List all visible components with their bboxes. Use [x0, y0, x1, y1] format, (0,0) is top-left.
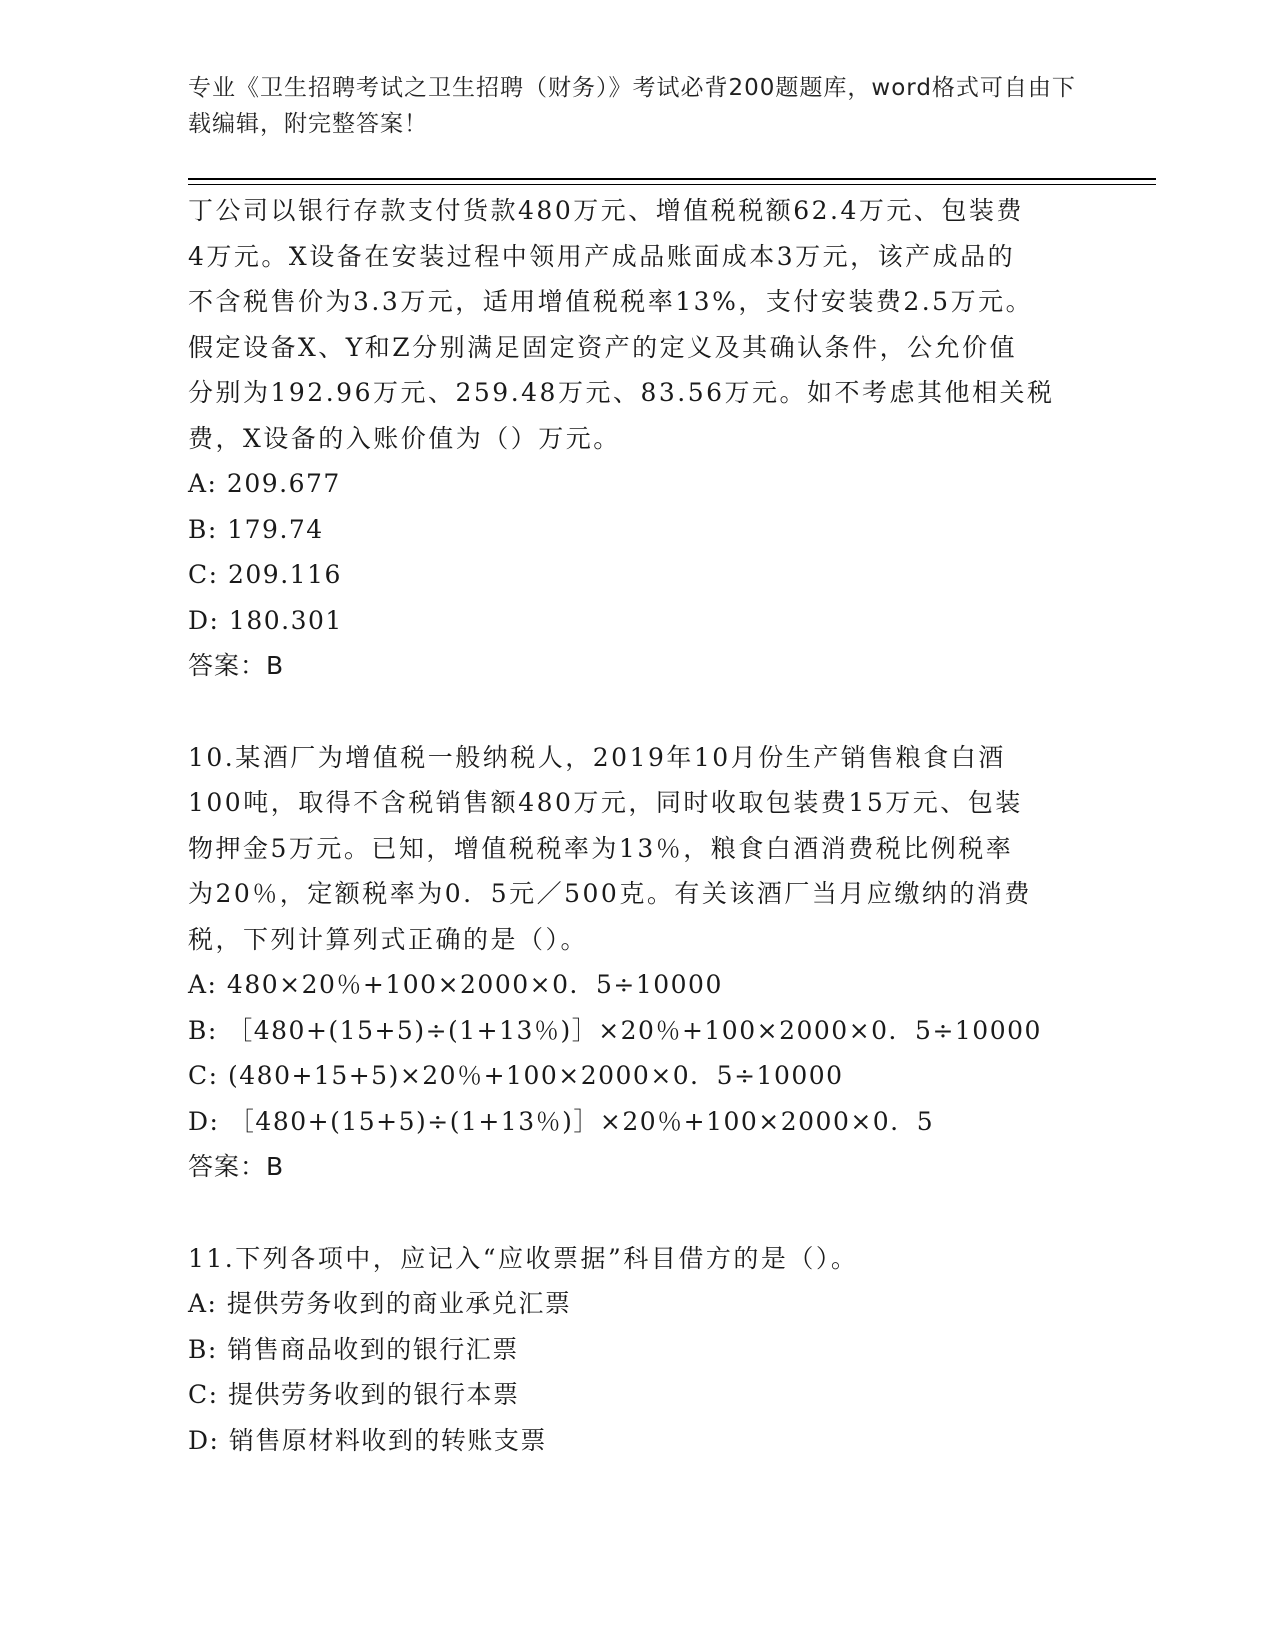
- question-11-option-c: C: 提供劳务收到的银行本票: [188, 1380, 520, 1409]
- question-10-option-b: B: ［480+(15+5)÷(1+13％)］×20％+100×2000×0．5÷10000: [188, 1015, 1042, 1045]
- header-divider-thick: [188, 178, 1156, 180]
- question-11-option-b: B: 销售商品收到的银行汇票: [188, 1334, 519, 1364]
- question-9-line: 分别为192.96万元、259.48万元、83.56万元。如不考虑其他相关税: [188, 378, 1055, 407]
- question-10-line: 物押金5万元。已知，增值税税率为13％，粮食白酒消费税比例税率: [188, 833, 1014, 863]
- question-9-option-d: D: 180.301: [188, 605, 343, 635]
- question-9-option-b: B: 179.74: [188, 514, 324, 544]
- question-10-option-d: D: ［480+(15+5)÷(1+13％)］×20％+100×2000×0．5: [188, 1106, 935, 1136]
- question-9-line: 丁公司以银行存款支付货款480万元、增值税税额62.4万元、包装费: [188, 196, 1024, 225]
- question-content: [188, 188, 1088, 1463]
- question-9: [188, 188, 1088, 689]
- question-9-line: 不含税售价为3.3万元，适用增值税税率13%，支付安装费2.5万元。: [188, 287, 1034, 316]
- question-9-line: 4万元。X设备在安装过程中领用产成品账面成本3万元，该产成品的: [188, 241, 1016, 271]
- question-9-line: 假定设备X、Y和Z分别满足固定资产的定义及其确认条件，公允价值: [188, 332, 1018, 362]
- spacer: [188, 689, 1088, 735]
- question-11-line: 11.下列各项中，应记入“应收票据”科目借方的是（）。: [188, 1243, 859, 1273]
- question-10-answer: 答案：B: [188, 1152, 285, 1181]
- question-10-option-a: A: 480×20％+100×2000×0．5÷10000: [188, 970, 723, 999]
- question-10-line: 100吨，取得不含税销售额480万元，同时收取包装费15万元、包装: [188, 788, 1023, 817]
- question-10: [188, 735, 1088, 1190]
- question-10-line: 10.某酒厂为增值税一般纳税人，2019年10月份生产销售粮食白酒: [188, 742, 1006, 772]
- question-9-line: 费，X设备的入账价值为（）万元。: [188, 423, 621, 453]
- question-9-option-c: C: 209.116: [188, 560, 342, 589]
- question-11-option-d: D: 销售原材料收到的转账支票: [188, 1425, 547, 1455]
- question-10-line: 为20％，定额税率为0．5元／500克。有关该酒厂当月应缴纳的消费: [188, 879, 1032, 908]
- question-9-option-a: A: 209.677: [188, 469, 341, 498]
- question-10-line: 税，下列计算列式正确的是（）。: [188, 924, 589, 954]
- question-11-option-a: A: 提供劳务收到的商业承兑汇票: [188, 1289, 572, 1318]
- question-9-answer: 答案：B: [188, 651, 285, 680]
- spacer: [188, 1190, 1088, 1236]
- question-10-option-c: C: (480+15+5)×20％+100×2000×0．5÷10000: [188, 1061, 844, 1090]
- document-header-title: 专业《卫生招聘考试之卫生招聘（财务）》考试必背200题题库，word格式可自由下载编辑，附完整答案！: [188, 75, 1076, 137]
- question-11: [188, 1236, 1088, 1464]
- header-divider-thin: [188, 184, 1156, 185]
